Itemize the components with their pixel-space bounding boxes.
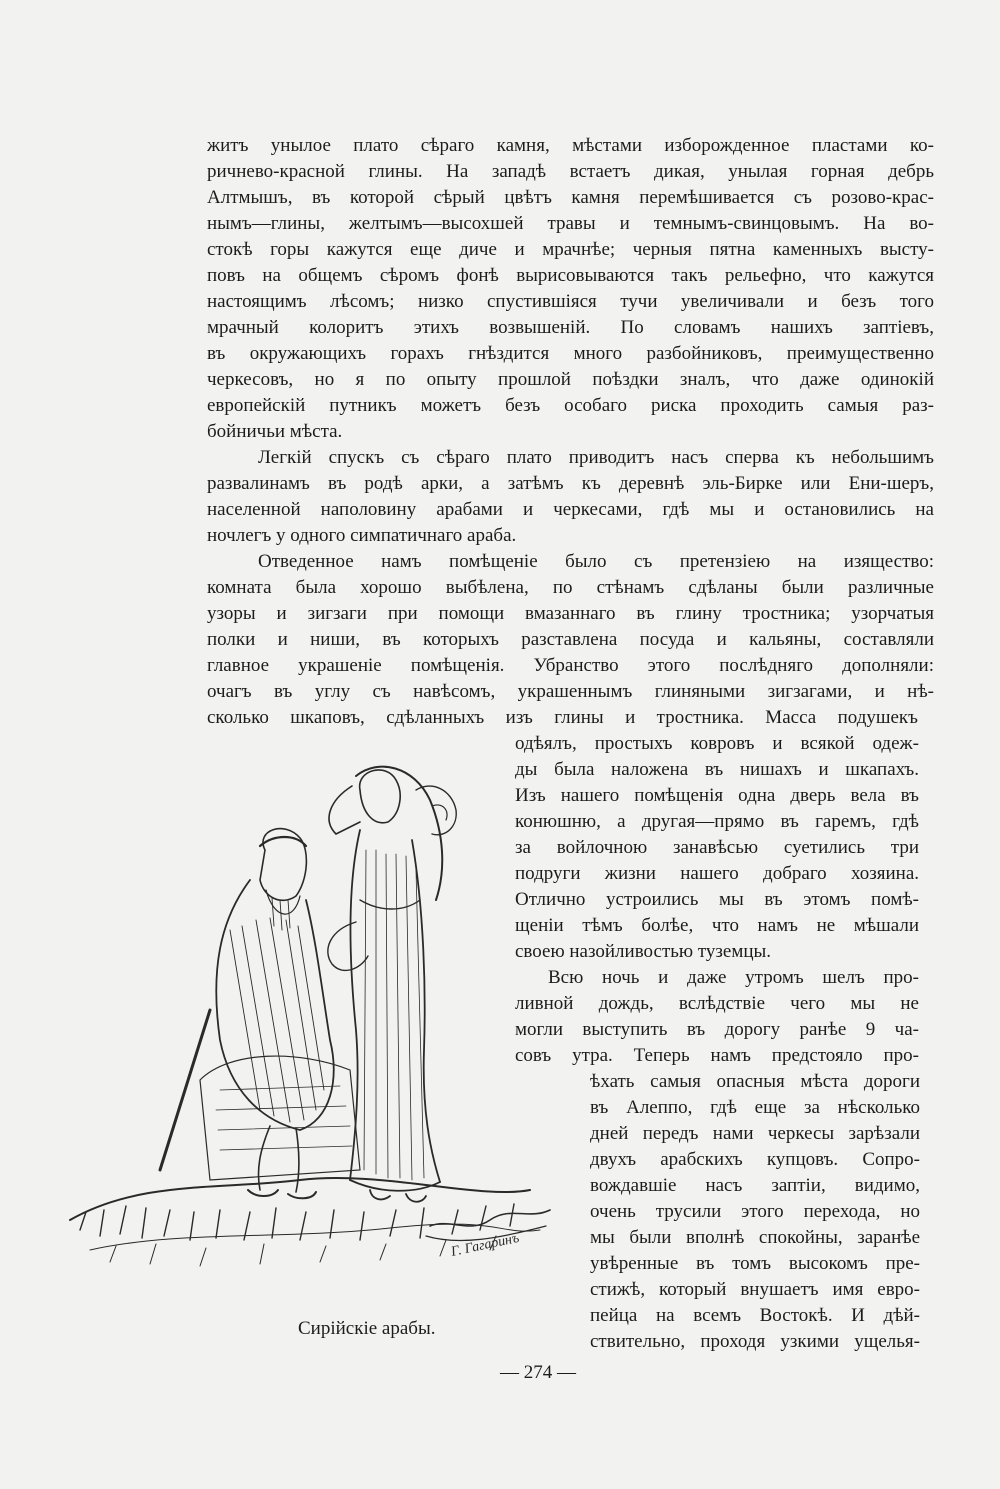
text-line: Алтмышъ, въ которой сѣрый цвѣтъ камня перемѣшивается съ розово-крас-: [207, 187, 934, 208]
text-line: комната была хорошо выбѣлена, по стѣнамъ сдѣланы были различные: [207, 577, 934, 598]
text-line: очагъ въ углу съ навѣсомъ, украшеннымъ глиняными зигзагами, и нѣ-: [207, 681, 934, 702]
text-line: совъ утра. Теперь намъ предстояло про-: [515, 1045, 919, 1066]
text-line: мрачный колоритъ этихъ возвышеній. По словамъ нашихъ заптіевъ,: [207, 317, 934, 338]
text-line: въ окружающихъ горахъ гнѣздится много разбойниковъ, преимущественно: [207, 343, 934, 364]
text-line: ричнево-красной глины. На западѣ встаетъ дикая, унылая горная дебрь: [207, 161, 934, 182]
text-line: Изъ нашего помѣщенія одна дверь вела въ: [515, 785, 919, 806]
text-line: настоящимъ лѣсомъ; низко спустившіяся тучи увеличивали и безъ того: [207, 291, 934, 312]
text-line: главное украшеніе помѣщенія. Убранство этого послѣдняго дополняли:: [207, 655, 934, 676]
text-line: житъ унылое плато сѣраго камня, мѣстами изборожденное пластами ко-: [207, 135, 934, 156]
paragraph-first-line: Всю ночь и даже утромъ шелъ про-: [548, 967, 919, 988]
text-line: стижѣ, который внушаетъ имя евро-: [590, 1279, 920, 1300]
text-line: полки и ниши, въ которыхъ разставлена посуда и кальяны, составляли: [207, 629, 934, 650]
text-line: въ Алеппо, гдѣ еще за нѣсколько: [590, 1097, 920, 1118]
text-line: ливной дождь, вслѣдствіе чего мы не: [515, 993, 919, 1014]
text-line: конюшню, а другая—прямо въ гаремъ, гдѣ: [515, 811, 919, 832]
page-number: — 274 —: [500, 1362, 576, 1383]
text-line: ѣхать самыя опасныя мѣста дороги: [590, 1071, 920, 1092]
text-line: пейца на всемъ Востокѣ. И дѣй-: [590, 1305, 920, 1326]
paragraph-first-line: Отведенное намъ помѣщеніе было съ претензіею на изящество:: [258, 551, 934, 572]
text-line: мы были вполнѣ спокойны, заранѣе: [590, 1227, 920, 1248]
text-line: повъ на общемъ сѣромъ фонѣ вырисовываются такъ рельефно, что кажутся: [207, 265, 934, 286]
text-line: ствительно, проходя узкими ущелья-: [590, 1331, 920, 1352]
text-line: двухъ арабскихъ купцовъ. Сопро-: [590, 1149, 920, 1170]
text-line: щеніи тѣмъ болѣе, что намъ не мѣшали: [515, 915, 919, 936]
text-line: своею назойливостью туземцы.: [515, 941, 772, 962]
text-line: бойничьи мѣста.: [207, 421, 343, 442]
text-line: вождавшіе насъ заптіи, видимо,: [590, 1175, 920, 1196]
artist-signature: Г. Гагаринъ: [449, 1230, 521, 1260]
text-line: нымъ—глины, желтымъ—высохшей травы и темнымъ-свинцовымъ. На во-: [207, 213, 934, 234]
text-line: увѣренные въ томъ высокомъ пре-: [590, 1253, 920, 1274]
text-line: стокѣ горы кажутся еще диче и мрачнѣе; черныя пятна каменныхъ высту-: [207, 239, 934, 260]
text-line: развалинамъ въ родѣ арки, а затѣмъ къ деревнѣ эль-Бирке или Ени-шеръ,: [207, 473, 934, 494]
text-line: подруги жизни нашего добраго хозяина.: [515, 863, 919, 884]
text-line: ды была наложена въ нишахъ и шкапахъ.: [515, 759, 919, 780]
text-line: узоры и зигзаги при помощи вмазаннаго въ глину тростника; узорчатыя: [207, 603, 934, 624]
text-line: ночлегъ у одного симпатичнаго араба.: [207, 525, 517, 546]
text-line: сколько шкаповъ, сдѣланныхъ изъ глины и тростника. Масса подушекъ: [207, 707, 918, 728]
illustration-caption: Сирійскіе арабы.: [298, 1318, 436, 1339]
paragraph-first-line: Легкій спускъ съ сѣраго плато приводитъ насъ сперва къ небольшимъ: [258, 447, 934, 468]
text-line: за войлочною занавѣсью суетились три: [515, 837, 919, 858]
text-line: населенной наполовину арабами и черкесами, гдѣ мы и остановились на: [207, 499, 934, 520]
syrian-arabs-illustration: [60, 750, 580, 1310]
text-line: Отлично устроились мы въ этомъ помѣ-: [515, 889, 919, 910]
text-line: одѣялъ, простыхъ ковровъ и всякой одеж-: [515, 733, 919, 754]
text-line: очень трусили этого перехода, но: [590, 1201, 920, 1222]
text-line: дней передъ нами черкесы зарѣзали: [590, 1123, 920, 1144]
text-line: могли выступить въ дорогу ранѣе 9 ча-: [515, 1019, 919, 1040]
text-line: черкесовъ, но я по опыту прошлой поѣздки зналъ, что даже одинокій: [207, 369, 934, 390]
text-line: европейскій путникъ можетъ безъ особаго риска проходить самыя раз-: [207, 395, 934, 416]
